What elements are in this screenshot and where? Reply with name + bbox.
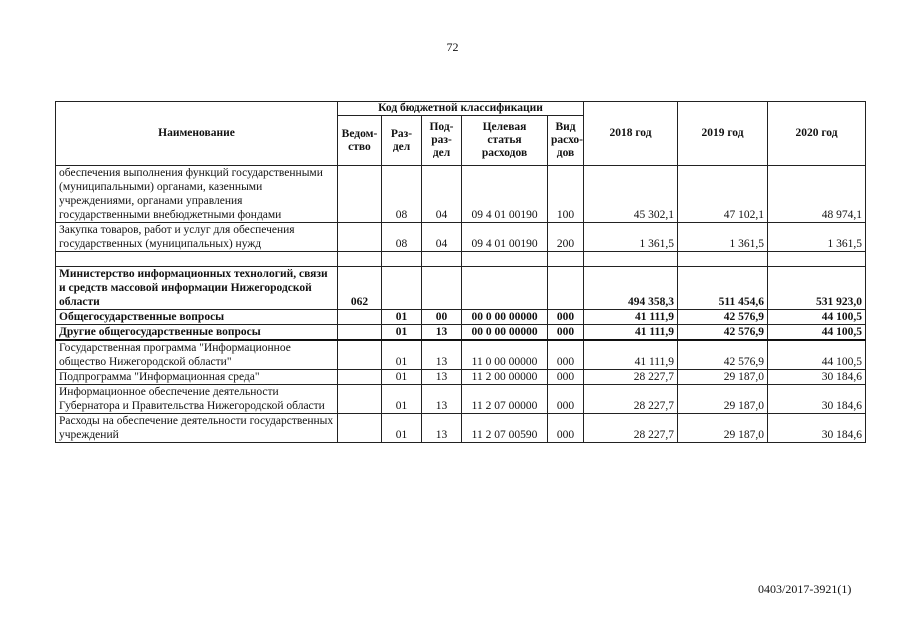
row-name: Министерство информационных технологий, связи и средств массовой информации Нижегородской области [56,267,338,310]
row-vid: 100 [548,166,584,223]
row-2018: 41 111,9 [584,325,678,341]
page-number: 72 [446,40,459,54]
row-2018: 28 227,7 [584,370,678,385]
row-podrazdel: 04 [422,223,462,252]
row-2019: 29 187,0 [678,370,768,385]
row-2020: 44 100,5 [768,340,866,370]
row-vedomstvo [338,340,382,370]
row-tselevaya: 11 0 00 00000 [462,340,548,370]
header-tselevaya: Целевая статья расходов [462,116,548,166]
row-2019: 29 187,0 [678,385,768,414]
row-2019: 511 454,6 [678,267,768,310]
table-row [56,325,866,341]
row-2020: 30 184,6 [768,370,866,385]
row-name: Расходы на обеспечение деятельности государственных учреждений [56,414,338,443]
row-vid [548,267,584,310]
row-2018: 28 227,7 [584,385,678,414]
header-podrazdel: Под- раз- дел [422,116,462,166]
row-name: Государственная программа "Информационное общество Нижегородской области" [56,340,338,370]
table-row [56,340,866,370]
row-2019: 42 576,9 [678,340,768,370]
row-vid: 000 [548,340,584,370]
row-podrazdel: 13 [422,385,462,414]
row-razdel [382,267,422,310]
row-razdel: 01 [382,310,422,325]
row-2018: 28 227,7 [584,414,678,443]
row-razdel: 01 [382,385,422,414]
row-2020: 44 100,5 [768,310,866,325]
row-tselevaya: 00 0 00 00000 [462,325,548,341]
document-code: 0403/2017-3921(1) [758,582,852,596]
table-row [56,414,866,443]
header-2019: 2019 год [678,102,768,166]
row-vid: 000 [548,310,584,325]
row-podrazdel: 13 [422,370,462,385]
header-2020: 2020 год [768,102,866,166]
row-2019: 29 187,0 [678,414,768,443]
row-name: Общегосударственные вопросы [56,310,338,325]
header-group: Код бюджетной классификации [338,102,584,116]
row-tselevaya: 09 4 01 00190 [462,166,548,223]
header-name: Наименование [56,102,338,166]
row-razdel: 08 [382,166,422,223]
row-podrazdel [422,267,462,310]
row-vid: 000 [548,370,584,385]
row-name: обеспечения выполнения функций государственными (муниципальными) органами, казенными учреждениями, органами управления государственными внебюджетными фондами [56,166,338,223]
row-razdel: 01 [382,325,422,341]
row-name: Другие общегосударственные вопросы [56,325,338,341]
table-row [56,370,866,385]
row-vedomstvo [338,385,382,414]
row-vid: 000 [548,385,584,414]
row-2020: 531 923,0 [768,267,866,310]
table-row [56,385,866,414]
row-2019: 42 576,9 [678,325,768,341]
header-2018: 2018 год [584,102,678,166]
row-tselevaya [462,267,548,310]
row-tselevaya: 09 4 01 00190 [462,223,548,252]
row-razdel: 08 [382,223,422,252]
row-2018: 41 111,9 [584,310,678,325]
row-vid: 000 [548,325,584,341]
row-2018: 1 361,5 [584,223,678,252]
row-vedomstvo [338,325,382,341]
row-tselevaya: 00 0 00 00000 [462,310,548,325]
row-razdel: 01 [382,414,422,443]
row-vid: 200 [548,223,584,252]
row-vedomstvo [338,370,382,385]
row-vedomstvo [338,223,382,252]
row-podrazdel: 13 [422,325,462,341]
header-razdel: Раз- дел [382,116,422,166]
table-row [56,223,866,252]
table-row [56,310,866,325]
row-2018: 494 358,3 [584,267,678,310]
row-podrazdel: 13 [422,414,462,443]
row-2019: 1 361,5 [678,223,768,252]
table-row-ministry [56,267,866,310]
row-vedomstvo [338,414,382,443]
row-podrazdel: 00 [422,310,462,325]
header-vid: Вид расхо- дов [548,116,584,166]
row-tselevaya: 11 2 00 00000 [462,370,548,385]
row-vedomstvo [338,166,382,223]
row-razdel: 01 [382,370,422,385]
budget-table [55,101,866,443]
row-2020: 30 184,6 [768,385,866,414]
row-2020: 48 974,1 [768,166,866,223]
row-vedomstvo [338,310,382,325]
header-vedomstvo: Ведом- ство [338,116,382,166]
row-podrazdel: 04 [422,166,462,223]
row-2018: 41 111,9 [584,340,678,370]
row-name: Информационное обеспечение деятельности Губернатора и Правительства Нижегородской области [56,385,338,414]
row-vedomstvo: 062 [338,267,382,310]
row-podrazdel: 13 [422,340,462,370]
row-2020: 44 100,5 [768,325,866,341]
row-2018: 45 302,1 [584,166,678,223]
row-name: Закупка товаров, работ и услуг для обеспечения государственных (муниципальных) нужд [56,223,338,252]
row-tselevaya: 11 2 07 00590 [462,414,548,443]
row-vid: 000 [548,414,584,443]
row-2019: 47 102,1 [678,166,768,223]
row-2019: 42 576,9 [678,310,768,325]
row-razdel: 01 [382,340,422,370]
table-row [56,166,866,223]
row-2020: 30 184,6 [768,414,866,443]
row-tselevaya: 11 2 07 00000 [462,385,548,414]
spacer-row [56,252,866,267]
row-name: Подпрограмма "Информационная среда" [56,370,338,385]
row-2020: 1 361,5 [768,223,866,252]
